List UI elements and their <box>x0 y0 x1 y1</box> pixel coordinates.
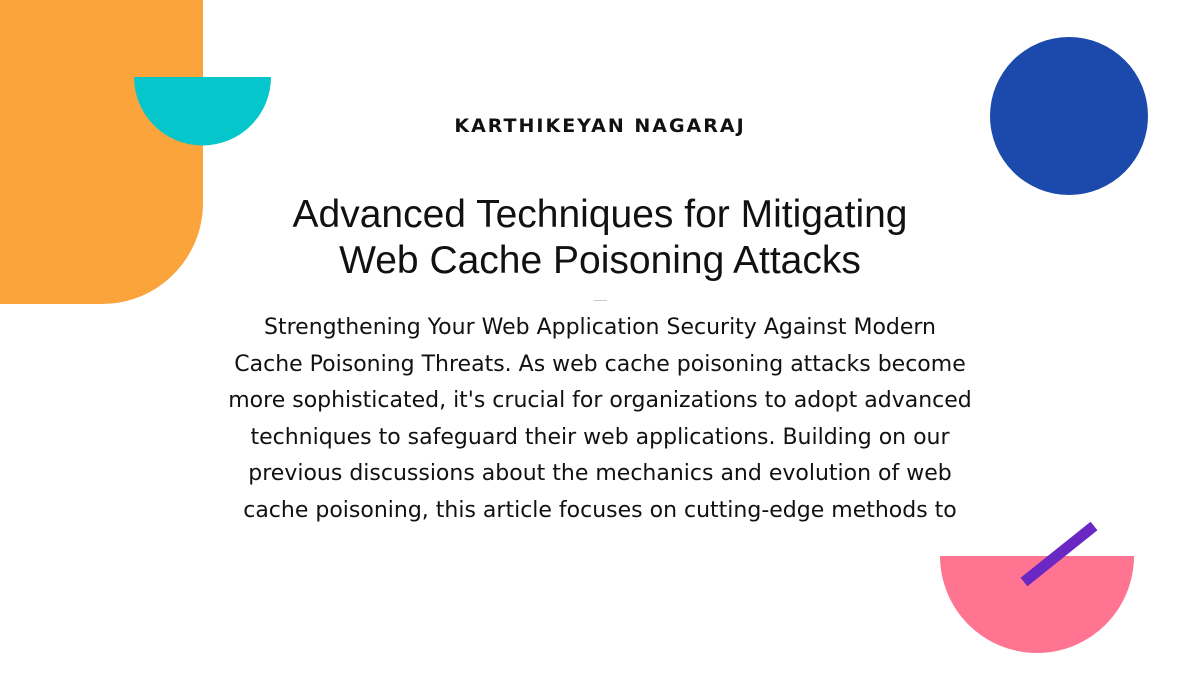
summary-line: Cache Poisoning Threats. As web cache poisoning attacks become <box>234 351 966 377</box>
article-title <box>200 192 1000 284</box>
title-line: Advanced Techniques for Mitigating <box>292 193 908 236</box>
title-line: Web Cache Poisoning Attacks <box>339 239 861 282</box>
divider <box>594 300 607 301</box>
summary-line: techniques to safeguard their web applications. Building on our <box>250 424 950 450</box>
author-name: KARTHIKEYAN NAGARAJ <box>454 115 746 137</box>
summary-line: cache poisoning, this article focuses on cutting-edge methods to <box>243 497 957 523</box>
orange-arch-shape <box>0 0 210 305</box>
summary-line: Strengthening Your Web Application Security Against Modern <box>264 315 936 340</box>
article-summary <box>150 310 1050 529</box>
teal-half-circle-shape <box>133 76 273 148</box>
summary-line: more sophisticated, it's crucial for organizations to adopt advanced <box>228 388 972 413</box>
summary-line: previous discussions about the mechanics and evolution of web <box>248 461 952 486</box>
purple-bar-shape <box>1015 518 1105 593</box>
